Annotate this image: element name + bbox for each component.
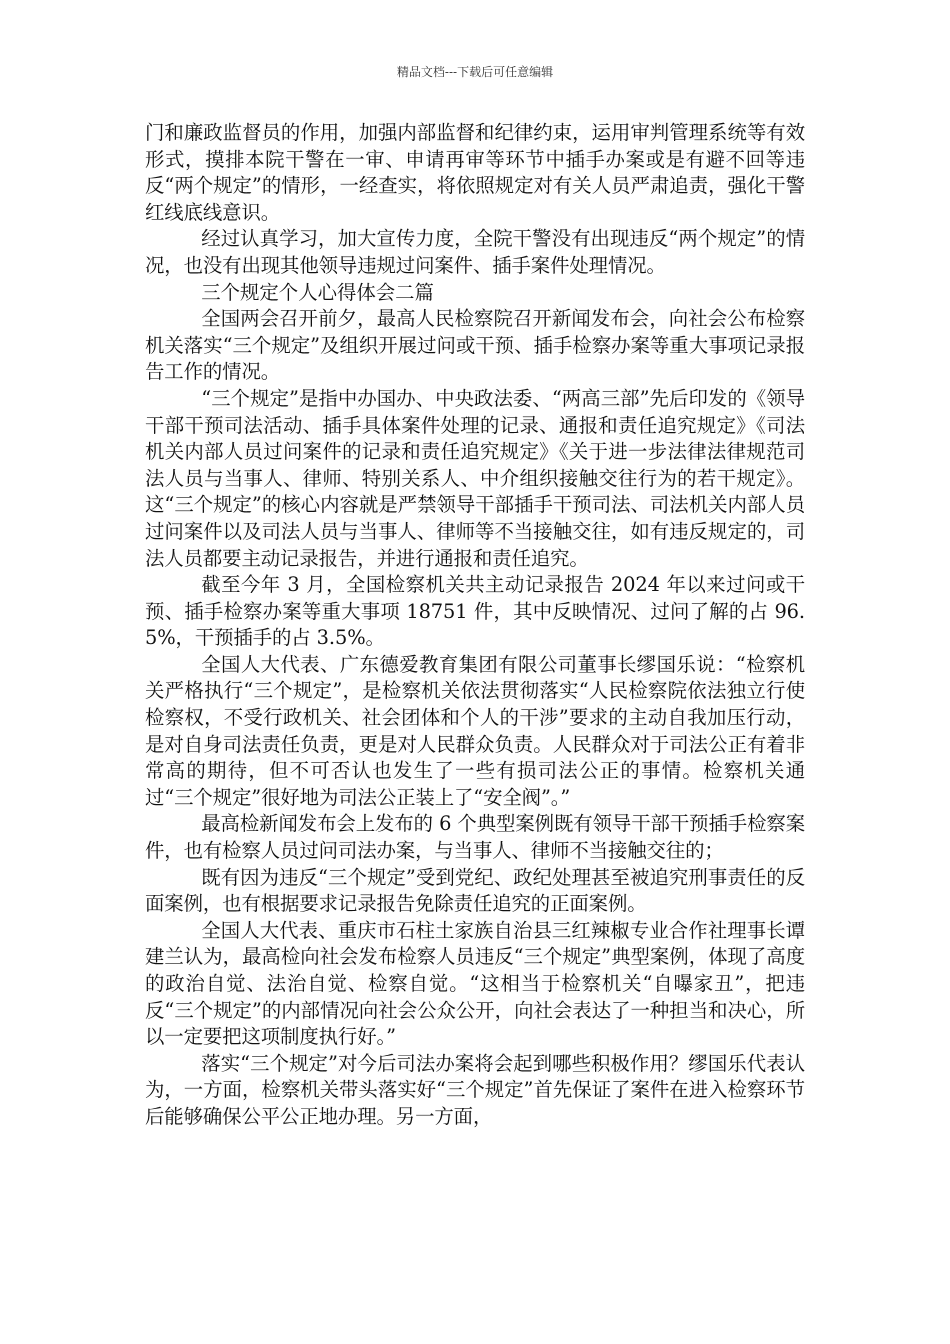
paragraph-4: “三个规定”是指中办国办、中央政法委、“两高三部”先后印发的《领导干部干预司法活动、插手具体案件处理的记录、通报和责任追究规定》《司法机关内部人员过问案件的记录和责任追究规定》《关于进一步法律法律规范司法人员与当事人、律师、特别关系人、中介组织接触交往行为的若干规定》。这“三个规定”的核心内容就是严禁领导干部插手干预司法、司法机关内部人员过问案件以及司法人员与当事人、律师等不当接触交往，如有违反规定的，司法人员都要主动记录报告，并进行通报和责任追究。 [145, 386, 805, 570]
section-heading: 三个规定个人心得体会二篇 [201, 280, 434, 304]
paragraph-8: 既有因为违反“三个规定”受到党纪、政纪处理甚至被追究刑事责任的反面案例，也有根据要求记录报告免除责任追究的正面案例。 [145, 865, 805, 916]
paragraph-6: 全国人大代表、广东德爱教育集团有限公司董事长缪国乐说：“检察机关严格执行“三个规定”，是检察机关依法贯彻落实“人民检察院依法独立行使检察权，不受行政机关、社会团体和个人的干涉”要求的主动自我加压行动，是对自身司法责任负责，更是对人民群众负责。人民群众对于司法公正有着非常高的期待，但不可否认也发生了一些有损司法公正的事情。检察机关通过“三个规定”很好地为司法公正装上了“安全阀”。” [145, 652, 805, 809]
paragraph-1: 门和廉政监督员的作用，加强内部监督和纪律约束，运用审判管理系统等有效形式，摸排本院干警在一审、申请再审等环节中插手办案或是有避不回等违反“两个规定”的情形，一经查实，将依照规定对有关人员严肃追责，强化干警红线底线意识。 [145, 121, 805, 224]
paragraph-10: 落实“三个规定”对今后司法办案将会起到哪些积极作用？缪国乐代表认为，一方面，检察机关带头落实好“三个规定”首先保证了案件在进入检察环节后能够确保公平公正地办理。另一方面， [145, 1051, 805, 1128]
paragraph-2: 经过认真学习，加大宣传力度，全院干警没有出现违反“两个规定”的情况，也没有出现其他领导违规过问案件、插手案件处理情况。 [145, 227, 805, 277]
paragraph-7: 最高检新闻发布会上发布的 6 个典型案例既有领导干部干预插手检察案件，也有检察人员过问司法办案，与当事人、律师不当接触交往的； [145, 812, 805, 863]
paragraph-9: 全国人大代表、重庆市石柱土家族自治县三红辣椒专业合作社理事长谭建兰认为，最高检向社会发布检察人员违反“三个规定”典型案例，体现了高度的政治自觉、法治自觉、检察自觉。“这相当于检察机关“自曝家丑”，把违反“三个规定”的内部情况向社会公众公开，向社会表达了一种担当和决心，所以一定要把这项制度执行好。” [145, 918, 805, 1049]
document-body [145, 120, 805, 1131]
page-header: 精品文档---下载后可任意编辑 [396, 65, 554, 79]
paragraph-5: 截至今年 3 月，全国检察机关共主动记录报告 2024 年以来过问或干预、插手检察办案等重大事项 18751 件，其中反映情况、过问了解的占 96.5%，干预插手的占 3.5%。 [145, 573, 805, 650]
paragraph-3: 全国两会召开前夕，最高人民检察院召开新闻发布会，向社会公布检察机关落实“三个规定”及组织开展过问或干预、插手检察办案等重大事项记录报告工作的情况。 [145, 307, 805, 384]
